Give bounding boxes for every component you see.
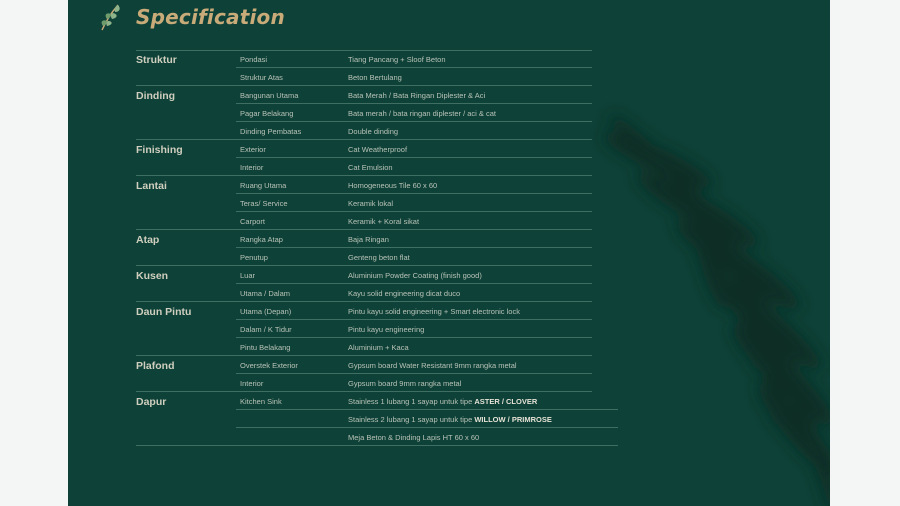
spec-value — [348, 127, 398, 136]
spec-value-text: Beton Bertulang — [348, 73, 402, 82]
spec-category: Dinding — [136, 90, 176, 102]
spec-item: Utama (Depan) — [240, 307, 292, 316]
spec-value-text: Aluminium Powder Coating (finish good) — [348, 271, 482, 280]
spec-item: Interior — [240, 163, 264, 172]
spec-value — [348, 145, 407, 154]
spec-value-text: Bata Merah / Bata Ringan Diplester & Aci — [348, 91, 486, 100]
spec-row — [136, 356, 592, 374]
spec-value — [348, 199, 393, 208]
spec-value-text: Homogeneous Tile 60 x 60 — [348, 181, 438, 190]
spec-page — [68, 0, 830, 506]
spec-item: Interior — [240, 379, 264, 388]
spec-value-text: Aluminium + Kaca — [348, 343, 409, 352]
spec-value — [348, 361, 517, 370]
spec-value-text: Pintu kayu solid engineering + Smart electronic lock — [348, 307, 520, 316]
spec-item: Dalam / K Tidur — [240, 325, 292, 334]
spec-value-text: Keramik + Koral sikat — [348, 217, 420, 226]
spec-row — [136, 140, 592, 158]
spec-category: Atap — [136, 234, 160, 246]
spec-value-text: Cat Emulsion — [348, 163, 393, 172]
spec-value-type: WILLOW / PRIMROSE — [474, 415, 552, 424]
spec-item: Pintu Belakang — [240, 343, 291, 352]
header — [98, 0, 285, 34]
spec-item: Pagar Belakang — [240, 109, 294, 118]
spec-value — [348, 73, 402, 82]
spec-row — [136, 158, 592, 176]
spec-row — [136, 230, 592, 248]
leaf-icon — [98, 2, 124, 32]
spec-row — [136, 104, 592, 122]
spec-item: Bangunan Utama — [240, 91, 299, 100]
spec-value-text: Genteng beton flat — [348, 253, 410, 262]
spec-value — [348, 433, 479, 442]
spec-item: Teras/ Service — [240, 199, 288, 208]
spec-value-text: Gypsum board Water Resistant 9mm rangka metal — [348, 361, 517, 370]
spec-value — [348, 307, 520, 316]
spec-category: Daun Pintu — [136, 306, 192, 318]
spec-item: Carport — [240, 217, 266, 226]
spec-value-text: Cat Weatherproof — [348, 145, 408, 154]
spec-value-text: Bata merah / bata ringan diplester / aci & cat — [348, 109, 496, 118]
spec-row — [136, 266, 592, 284]
spec-category: Struktur — [136, 54, 177, 66]
spec-item: Rangka Atap — [240, 235, 283, 244]
spec-value — [348, 253, 410, 262]
spec-value — [348, 217, 419, 226]
spec-category: Lantai — [136, 180, 167, 192]
spec-item: Penutup — [240, 253, 268, 262]
spec-value — [348, 379, 461, 388]
spec-value — [348, 55, 446, 64]
spec-value — [348, 181, 437, 190]
spec-value-text: Double dinding — [348, 127, 399, 136]
spec-value — [348, 325, 424, 334]
palm-leaf-shadow — [588, 100, 830, 506]
spec-row — [136, 68, 592, 86]
spec-row — [136, 248, 592, 266]
spec-value-text: Gypsum board 9mm rangka metal — [348, 379, 462, 388]
row-divider — [136, 445, 618, 446]
spec-item: Kitchen Sink — [240, 397, 282, 406]
spec-value-text: Stainless 2 lubang 1 sayap untuk tipe — [348, 415, 475, 424]
spec-row — [136, 302, 592, 320]
spec-item: Pondasi — [240, 55, 268, 64]
spec-value — [348, 235, 389, 244]
spec-item: Struktur Atas — [240, 73, 283, 82]
spec-value-text: Kayu solid engineering dicat duco — [348, 289, 461, 298]
spec-row — [136, 320, 592, 338]
spec-item: Ruang Utama — [240, 181, 287, 190]
spec-item: Exterior — [240, 145, 266, 154]
spec-row — [136, 374, 592, 392]
spec-category: Finishing — [136, 144, 183, 156]
spec-value — [348, 397, 537, 406]
spec-row — [136, 122, 592, 140]
spec-row — [136, 50, 592, 68]
spec-row — [136, 410, 592, 428]
spec-table — [136, 50, 592, 446]
spec-item: Luar — [240, 271, 256, 280]
spec-value — [348, 91, 485, 100]
spec-row — [136, 392, 592, 410]
spec-value-text: Baja Ringan — [348, 235, 389, 244]
spec-row — [136, 338, 592, 356]
spec-value — [348, 109, 496, 118]
spec-row — [136, 176, 592, 194]
spec-category: Kusen — [136, 270, 169, 282]
spec-item: Utama / Dalam — [240, 289, 291, 298]
spec-value — [348, 289, 460, 298]
spec-value — [348, 271, 482, 280]
spec-value-text: Stainless 1 lubang 1 sayap untuk tipe — [348, 397, 475, 406]
spec-value — [348, 343, 409, 352]
spec-row — [136, 86, 592, 104]
spec-value-text: Pintu kayu engineering — [348, 325, 425, 334]
page-title: Specification — [136, 5, 285, 29]
spec-row — [136, 194, 592, 212]
spec-value-text: Keramik lokal — [348, 199, 394, 208]
spec-category: Plafond — [136, 360, 175, 372]
spec-row — [136, 212, 592, 230]
spec-category: Dapur — [136, 396, 167, 408]
spec-row — [136, 428, 592, 446]
spec-value — [348, 415, 552, 424]
spec-value-text: Meja Beton & Dinding Lapis HT 60 x 60 — [348, 433, 480, 442]
spec-value-type: ASTER / CLOVER — [474, 397, 538, 406]
spec-value — [348, 163, 393, 172]
spec-row — [136, 284, 592, 302]
spec-item: Overstek Exterior — [240, 361, 298, 370]
spec-item: Dinding Pembatas — [240, 127, 302, 136]
spec-value-text: Tiang Pancang + Sloof Beton — [348, 55, 446, 64]
